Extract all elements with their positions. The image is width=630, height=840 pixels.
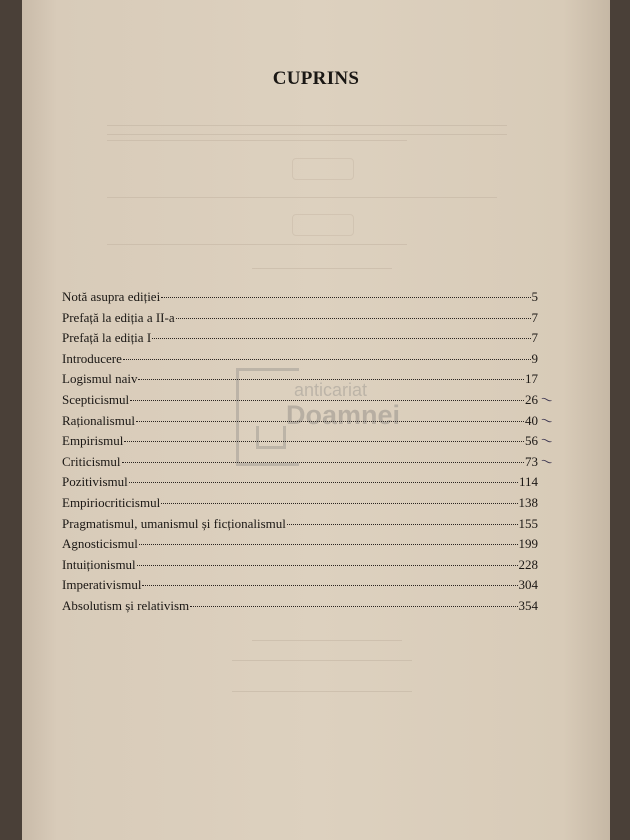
toc-entry	[62, 452, 554, 473]
toc-entry	[62, 328, 538, 349]
toc-entry	[62, 575, 538, 596]
toc-entry-page: 26	[525, 391, 538, 407]
toc-entry	[62, 555, 538, 576]
leader-dots	[129, 482, 518, 483]
toc-entry-label: Empirismul	[62, 433, 124, 449]
toc-entry-label: Pozitivismul	[62, 474, 128, 490]
toc-entry-label: Agnosticismul	[62, 536, 138, 552]
toc-entry-label: Imperativismul	[62, 577, 142, 593]
toc-entry	[62, 308, 538, 329]
toc-entry	[62, 287, 538, 308]
toc-entry	[62, 431, 554, 452]
watermark-line2: Doamnei	[286, 400, 401, 430]
toc-entry-page: 228	[518, 556, 538, 572]
toc-entry-page: 9	[531, 350, 538, 366]
toc-entry-page: 304	[518, 577, 538, 593]
leader-dots	[190, 606, 517, 607]
show-through-text	[252, 268, 392, 275]
leader-dots	[122, 462, 525, 463]
show-through-text	[107, 125, 507, 135]
toc-entry	[62, 493, 538, 514]
toc-entry-label: Empiriocriticismul	[62, 494, 161, 510]
pencil-tick-mark: ⁓	[539, 433, 554, 449]
leader-dots	[139, 544, 518, 545]
leader-dots	[137, 565, 518, 566]
pencil-tick-mark: ⁓	[539, 413, 554, 428]
toc-entry-label: Criticismul	[62, 453, 121, 469]
toc-entry	[62, 349, 538, 370]
toc-entry-label: Scepticismul	[62, 391, 130, 407]
show-through-text	[107, 197, 497, 204]
show-through-text	[292, 214, 354, 236]
toc-entry	[62, 390, 554, 411]
leader-dots	[161, 503, 517, 504]
show-through-text	[107, 244, 407, 251]
leader-dots	[176, 318, 531, 319]
toc-entry-page: 138	[518, 494, 538, 510]
toc-entry-label: Prefață la ediția a II-a	[62, 309, 175, 325]
toc-entry-label: Introducere	[62, 350, 122, 366]
leader-dots	[138, 379, 524, 380]
leader-dots	[124, 441, 524, 442]
show-through-text	[232, 660, 412, 692]
pencil-tick-mark: ⁓	[539, 454, 554, 470]
toc-entry	[62, 596, 538, 617]
toc-entry-page: 354	[518, 597, 538, 613]
toc-entry-label: Raționalismul	[62, 412, 135, 428]
toc-entry-label: Prefață la ediția I	[62, 330, 152, 346]
show-through-text	[252, 640, 402, 647]
toc-entry-page: 7	[531, 330, 538, 346]
table-of-contents	[62, 287, 554, 617]
toc-entry-page: 73	[525, 453, 538, 469]
leader-dots	[152, 338, 530, 339]
toc-entry-page: 40	[525, 412, 538, 428]
toc-entry-label: Notă asupra ediției	[62, 289, 161, 304]
show-through-text	[107, 140, 407, 147]
leader-dots	[130, 400, 524, 401]
leader-dots	[287, 524, 518, 525]
toc-entry-page: 17	[525, 371, 538, 387]
toc-entry	[62, 534, 538, 555]
book-page	[22, 0, 610, 840]
toc-entry	[62, 472, 538, 493]
toc-entry-label: Pragmatismul, umanismul și ficționalismul	[62, 515, 286, 531]
toc-entry-label: Logismul naiv	[62, 371, 138, 387]
watermark-line1: anticariat	[294, 380, 368, 400]
leader-dots	[142, 585, 517, 586]
toc-entry	[62, 369, 538, 390]
toc-entry-label: Absolutism și relativism	[62, 597, 190, 613]
leader-dots	[161, 297, 530, 298]
toc-entry-label: Intuiționismul	[62, 556, 136, 572]
pencil-tick-mark: ⁓	[539, 392, 554, 408]
toc-entry-page: 7	[531, 309, 538, 325]
toc-entry-page: 199	[518, 536, 538, 552]
toc-entry-page: 56	[525, 433, 538, 449]
toc-entry	[62, 514, 538, 535]
leader-dots	[136, 421, 524, 422]
show-through-text	[292, 158, 354, 180]
toc-entry-page: 5	[531, 289, 538, 304]
toc-entry	[62, 411, 554, 432]
toc-entry-page: 114	[518, 474, 538, 490]
leader-dots	[123, 359, 531, 360]
toc-entry-page: 155	[518, 515, 538, 531]
page-title: CUPRINS	[272, 68, 360, 89]
